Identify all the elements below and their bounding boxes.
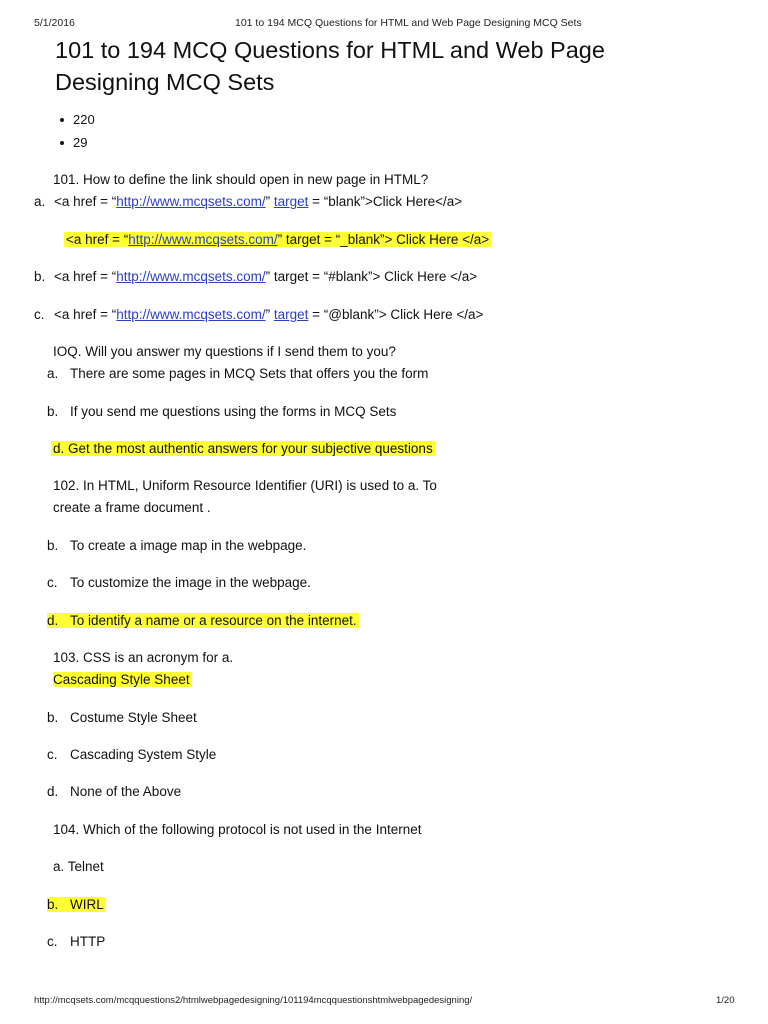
q101-answer-highlight: <a href = “http://www.mcqsets.com/” target = “_blank”> Click Here </a>	[66, 232, 490, 247]
q103-option-d: d. None of the Above	[47, 784, 182, 799]
ioq-option-a: a. There are some pages in MCQ Sets that offers you the form	[47, 366, 429, 381]
mcqsets-link[interactable]: http://www.mcqsets.com/	[116, 194, 266, 209]
page-title-line1: 101 to 194 MCQ Questions for HTML and Web Page	[55, 37, 605, 63]
question-103: 103. CSS is an acronym for a.	[53, 650, 234, 665]
page-title-line2: Designing MCQ Sets	[55, 69, 275, 95]
q103-answer-highlight: Cascading Style Sheet	[53, 672, 190, 687]
q104-option-c: c. HTTP	[47, 934, 106, 949]
q104-option-a: a. Telnet	[53, 859, 104, 874]
q101-option-c: c. <a href = “http://www.mcqsets.com/” target = “@blank”> Click Here </a>	[34, 307, 484, 322]
page-number: 1/20	[716, 995, 735, 1006]
print-doc-title: 101 to 194 MCQ Questions for HTML and Web Page Designing MCQ Sets	[235, 17, 582, 29]
print-url: http://mcqsets.com/mcqquestions2/htmlwebpagedesigning/101194mcqquestionshtmlwebpagedesigning/	[34, 995, 473, 1006]
q101-option-a: a. <a href = “http://www.mcqsets.com/” target = “blank”>Click Here</a>	[34, 194, 463, 209]
mcqsets-link[interactable]: http://www.mcqsets.com/	[116, 307, 266, 322]
mcqsets-link[interactable]: http://www.mcqsets.com/	[128, 232, 278, 247]
list-item: 220	[60, 112, 95, 127]
question-104: 104. Which of the following protocol is not used in the Internet	[53, 822, 422, 837]
target-link[interactable]: target	[273, 194, 309, 209]
q102-option-b: b. To create a image map in the webpage.	[47, 538, 307, 553]
question-ioq: IOQ. Will you answer my questions if I send them to you?	[53, 344, 396, 359]
q102-option-c: c. To customize the image in the webpage.	[47, 575, 311, 590]
q101-option-b: b. <a href = “http://www.mcqsets.com/” target = “#blank”> Click Here </a>	[34, 269, 478, 284]
q103-option-b: b. Costume Style Sheet	[47, 710, 197, 725]
bullet-icon	[60, 141, 64, 145]
list-item: 29	[60, 135, 87, 150]
bullet-icon	[60, 118, 64, 122]
target-link[interactable]: target	[273, 307, 309, 322]
q102-answer-highlight: d. To identify a name or a resource on the internet.	[47, 613, 357, 628]
q104-answer-highlight: b. WIRL	[47, 897, 104, 912]
mcqsets-link[interactable]: http://www.mcqsets.com/	[116, 269, 266, 284]
q103-option-c: c. Cascading System Style	[47, 747, 217, 762]
question-101: 101. How to define the link should open in new page in HTML?	[53, 172, 429, 187]
print-date: 5/1/2016	[34, 17, 75, 29]
ioq-answer-highlight: d. Get the most authentic answers for your subjective questions	[53, 441, 433, 456]
question-102-line1: 102. In HTML, Uniform Resource Identifier (URI) is used to a. To	[53, 478, 437, 493]
question-102-line2: create a frame document .	[53, 500, 211, 515]
ioq-option-b: b. If you send me questions using the forms in MCQ Sets	[47, 404, 397, 419]
